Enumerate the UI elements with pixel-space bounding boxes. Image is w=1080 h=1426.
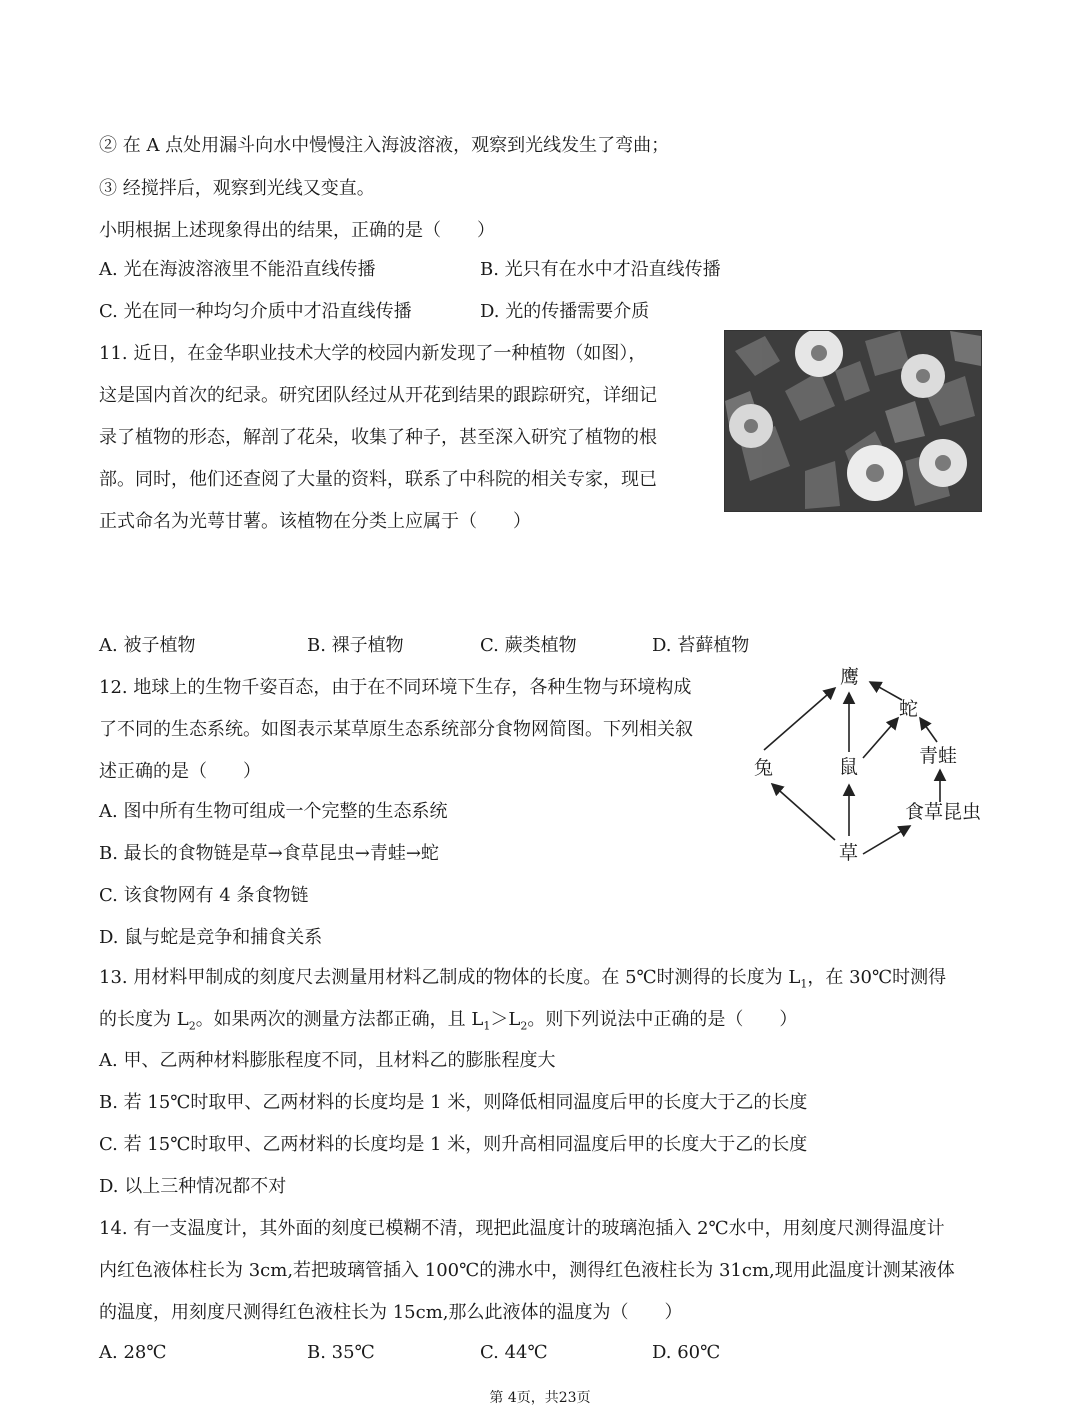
q10-stem: 小明根据上述现象得出的结果，正确的是（ ） (99, 220, 495, 241)
food-web-snake: 蛇 (899, 698, 919, 720)
q13-line-2-text: 的长度为 L (99, 1009, 189, 1030)
q13-sub-1: 1 (800, 977, 808, 991)
q10-option-c: C. 光在同一种均匀介质中才沿直线传播 (99, 301, 412, 322)
q14-option-b: B. 35℃ (307, 1342, 375, 1363)
q10-step2: ② 在 A 点处用漏斗向水中慢慢注入海波溶液，观察到光线发生了弯曲； (99, 135, 670, 156)
q10-step3: ③ 经搅拌后，观察到光线又变直。 (99, 178, 375, 199)
food-web-eagle: 鹰 (840, 666, 860, 688)
morning-glory-photo (724, 330, 982, 512)
q12-option-c: C. 该食物网有 4 条食物链 (99, 885, 309, 906)
flower-image (725, 331, 981, 511)
q13-line-1-text: 13. 用材料甲制成的刻度尺去测量用材料乙制成的物体的长度。在 5℃时测得的长度为 L (99, 967, 801, 988)
q13-option-d: D. 以上三种情况都不对 (99, 1176, 287, 1197)
food-web-insect: 食草昆虫 (905, 801, 982, 823)
q11-line-5: 正式命名为光萼甘薯。该植物在分类上应属于（ ） (99, 511, 531, 532)
q11-line-4: 部。同时，他们还查阅了大量的资料，联系了中科院的相关专家，现已 (99, 469, 657, 490)
q13-sub-2b: 2 (520, 1019, 528, 1033)
food-web-mouse: 鼠 (839, 756, 859, 778)
q11-option-b: B. 裸子植物 (307, 635, 404, 656)
food-web-grass: 草 (839, 842, 859, 864)
q13-sub-2: 2 (188, 1019, 196, 1033)
arrow-mouse-snake (863, 718, 898, 758)
arrow-frog-snake (920, 718, 937, 742)
q10-option-a: A. 光在海波溶液里不能沿直线传播 (99, 259, 376, 280)
q11-option-d: D. 苔藓植物 (652, 635, 750, 656)
q12-line-3: 述正确的是（ ） (99, 761, 261, 782)
q10-option-b: B. 光只有在水中才沿直线传播 (480, 259, 721, 280)
q12-option-d: D. 鼠与蛇是竞争和捕食关系 (99, 927, 323, 948)
food-web-arrows (740, 660, 1000, 875)
arrow-snake-eagle (870, 682, 902, 700)
q11-line-2: 这是国内首次的纪录。研究团队经过从开花到结果的跟踪研究，详细记 (99, 385, 657, 406)
q12-line-2: 了不同的生态系统。如图表示某草原生态系统部分食物网简图。下列相关叙 (99, 719, 693, 740)
q14-line-1: 14. 有一支温度计，其外面的刻度已模糊不清，现把此温度计的玻璃泡插入 2℃水中，用刻度尺测得温度计 (99, 1218, 945, 1239)
q14-line-3: 的温度，用刻度尺测得红色液柱长为 15cm,那么此液体的温度为（ ） (99, 1302, 683, 1323)
q11-line-1: 11. 近日，在金华职业技术大学的校园内新发现了一种植物（如图）， (99, 343, 647, 364)
arrow-grass-rabbit (772, 784, 835, 840)
q14-option-a: A. 28℃ (99, 1342, 167, 1363)
q12-line-1: 12. 地球上的生物千姿百态，由于在不同环境下生存，各种生物与环境构成 (99, 677, 692, 698)
q13-line-2-text-mid: 。如果两次的测量方法都正确，且 L (195, 1009, 484, 1030)
food-web-diagram (740, 660, 1000, 875)
q13-sub-1b: 1 (483, 1019, 491, 1033)
arrow-rabbit-eagle (764, 688, 835, 750)
q13-option-a: A. 甲、乙两种材料膨胀程度不同，且材料乙的膨胀程度大 (99, 1050, 556, 1071)
q13-line-2-text-end: 。则下列说法中正确的是（ ） (527, 1009, 798, 1030)
q11-option-a: A. 被子植物 (99, 635, 196, 656)
q13-option-b: B. 若 15℃时取甲、乙两材料的长度均是 1 米，则降低相同温度后甲的长度大于乙的长度 (99, 1092, 808, 1113)
q13-line-2-text-mid2: ＞L (490, 1009, 521, 1030)
food-web-rabbit: 兔 (754, 757, 774, 779)
q12-option-b: B. 最长的食物链是草→食草昆虫→青蛙→蛇 (99, 843, 439, 864)
q11-line-3: 录了植物的形态，解剖了花朵，收集了种子，甚至深入研究了植物的根 (99, 427, 657, 448)
q10-option-d: D. 光的传播需要介质 (480, 301, 650, 322)
q13-line-1 (99, 966, 946, 997)
arrow-grass-insect (863, 826, 910, 854)
q13-line-1-text-end: ，在 30℃时测得 (807, 967, 947, 988)
q11-option-c: C. 蕨类植物 (480, 635, 577, 656)
q12-option-a: A. 图中所有生物可组成一个完整的生态系统 (99, 801, 448, 822)
q14-option-c: C. 44℃ (480, 1342, 548, 1363)
q13-option-c: C. 若 15℃时取甲、乙两材料的长度均是 1 米，则升高相同温度后甲的长度大于乙的长度 (99, 1134, 808, 1155)
food-web-frog: 青蛙 (919, 745, 958, 767)
q14-option-d: D. 60℃ (652, 1342, 721, 1363)
q14-line-2: 内红色液体柱长为 3cm,若把玻璃管插入 100℃的沸水中，测得红色液柱长为 31cm,现用此温度计测某液体 (99, 1260, 955, 1281)
page-number-footer: 第 4页，共23页 (489, 1390, 591, 1406)
q13-line-2 (99, 1008, 797, 1039)
